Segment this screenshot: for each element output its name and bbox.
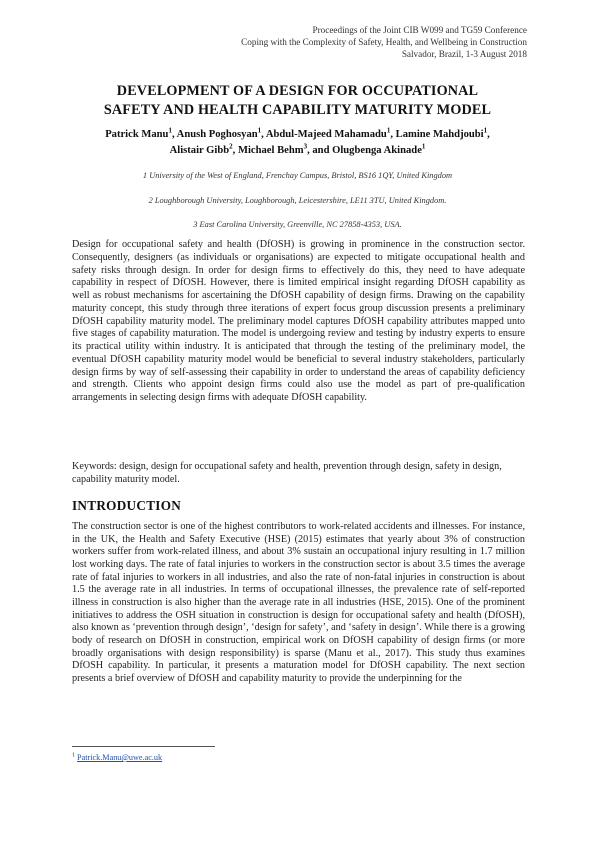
author-affil-mark: 2 xyxy=(229,141,233,150)
author-list xyxy=(70,127,525,158)
author-separator: , and xyxy=(307,144,333,156)
author-line-1 xyxy=(70,127,525,143)
section-heading-introduction: INTRODUCTION xyxy=(72,498,182,513)
author-separator: , xyxy=(171,129,177,140)
footnote-divider xyxy=(72,746,215,747)
abstract-paragraph: Design for occupational safety and health (DfOSH) is growing in prominence in the construction sector. Consequently, designers (as individuals or organisations) are expected to mitigate occupational health and safety risks through design. In order for design firms to effectively do this, they need to have adequate capability in respect of DfOSH. However, there is limited empirical insight regarding DfOSH capability as well as robust mechanisms for ascertaining the DfOSH capability of design firms. Drawing on the capability maturity concept, this study through three iterations of expert focus group discussion presents a preliminary DfOSH capability maturity model. The preliminary model captures DfOSH capability attributes mapped unto five stages of capability maturation. The model is undergoing review and testing by industry experts to ensure its practical utility within industry. It is anticipated that through the testing of the preliminary model, the eventual DfOSH capability maturity model would be beneficial to several industry stakeholders, particularly design firms by way of self-assessing their capability in order to understand the areas of capability deficiency and strength. Clients who appoint design firms could also use the model as part of pre-qualification arrangements in selecting design firms with adequate DfOSH capability. xyxy=(72,239,525,403)
author-separator: , xyxy=(390,129,396,140)
header-line-2: Coping with the Complexity of Safety, Health, and Wellbeing in Construction xyxy=(241,37,527,48)
author-separator: , xyxy=(261,129,266,140)
author-separator: , xyxy=(487,129,490,140)
author-name: Abdul-Majeed Mahamadu xyxy=(265,129,387,140)
author-name: Anush Poghosyan xyxy=(176,129,258,140)
paper-title xyxy=(70,82,525,119)
footnote xyxy=(72,753,162,762)
title-line-1: DEVELOPMENT OF A DESIGN FOR OCCUPATIONAL xyxy=(116,83,479,99)
author-affil-mark: 1 xyxy=(257,126,262,135)
affiliation-3: 3 East Carolina University, Greenville, NC 27858-4353, USA. xyxy=(193,220,402,229)
author-name: Alistair Gibb xyxy=(169,144,230,156)
proceedings-header xyxy=(241,24,527,61)
author-separator: , xyxy=(232,144,238,156)
affiliation-1: 1 University of the West of England, Frenchay Campus, Bristol, BS16 1QY, United Kingdom xyxy=(142,171,453,180)
footnote-mark: 1 xyxy=(72,752,75,759)
keywords: Keywords: design, design for occupational safety and health, prevention through design, safety in design, capability maturity model. xyxy=(72,461,502,485)
author-name: Olugbenga Akinade xyxy=(332,144,422,156)
author-affil-mark: 1 xyxy=(421,141,426,150)
author-affil-mark: 1 xyxy=(386,126,391,135)
header-line-3: Salvador, Brazil, 1-3 August 2018 xyxy=(401,49,527,60)
author-name: Michael Behm xyxy=(237,144,304,156)
author-name: Lamine Mahdjoubi xyxy=(395,129,484,140)
introduction-paragraph: The construction sector is one of the highest contributors to work-related accidents and illnesses. For instance, in the UK, the Health and Safety Executive (HSE) (2015) estimates that yearly about 3% of construction workers suffer from work-related illness, and about 3% sustain an occupational injury resulting in 1.7 million lost working days. The rate of fatal injuries to workers in the construction sector is about 3.5 times the average rate of fatal injuries to workers in all industries, and also the rate of non-fatal injuries in construction is about 1.5 the average rate in all industries. In terms of occupational illnesses, the prevalence rate of self-reported illness in construction is also higher than the average rate in all industries (HSE, 2015). One of the prominent initiatives to address the OSH situation in construction is design for occupational safety and health (DfOSH), also known as ‘prevention through design’, ‘design for safety’, and ‘safety in design’. While there is a growing body of research on DfOSH in construction, empirical work on DfOSH capability of design firms (or more broadly organisations with design responsibility) is sparse (Manu et al., 2017). This study thus examines DfOSH capability. In particular, it presents a maturation model for DfOSH capability. The next section presents a brief overview of DfOSH and capability maturity to provide the underpinning for the xyxy=(72,521,525,684)
header-line-1: Proceedings of the Joint CIB W099 and TG59 Conference xyxy=(312,25,527,35)
author-affil-mark: 1 xyxy=(483,126,488,135)
author-name: Patrick Manu xyxy=(105,129,169,140)
title-line-2: SAFETY AND HEALTH CAPABILITY MATURITY MODEL xyxy=(103,101,492,118)
author-affil-mark: 3 xyxy=(303,141,308,150)
affiliation-2: 2 Loughborough University, Loughborough, Leicestershire, LE11 3TU, United Kingdom. xyxy=(148,196,447,205)
author-email-link[interactable]: Patrick.Manu@uwe.ac.uk xyxy=(77,753,163,762)
author-line-2 xyxy=(70,143,525,159)
author-affil-mark: 1 xyxy=(168,126,172,135)
